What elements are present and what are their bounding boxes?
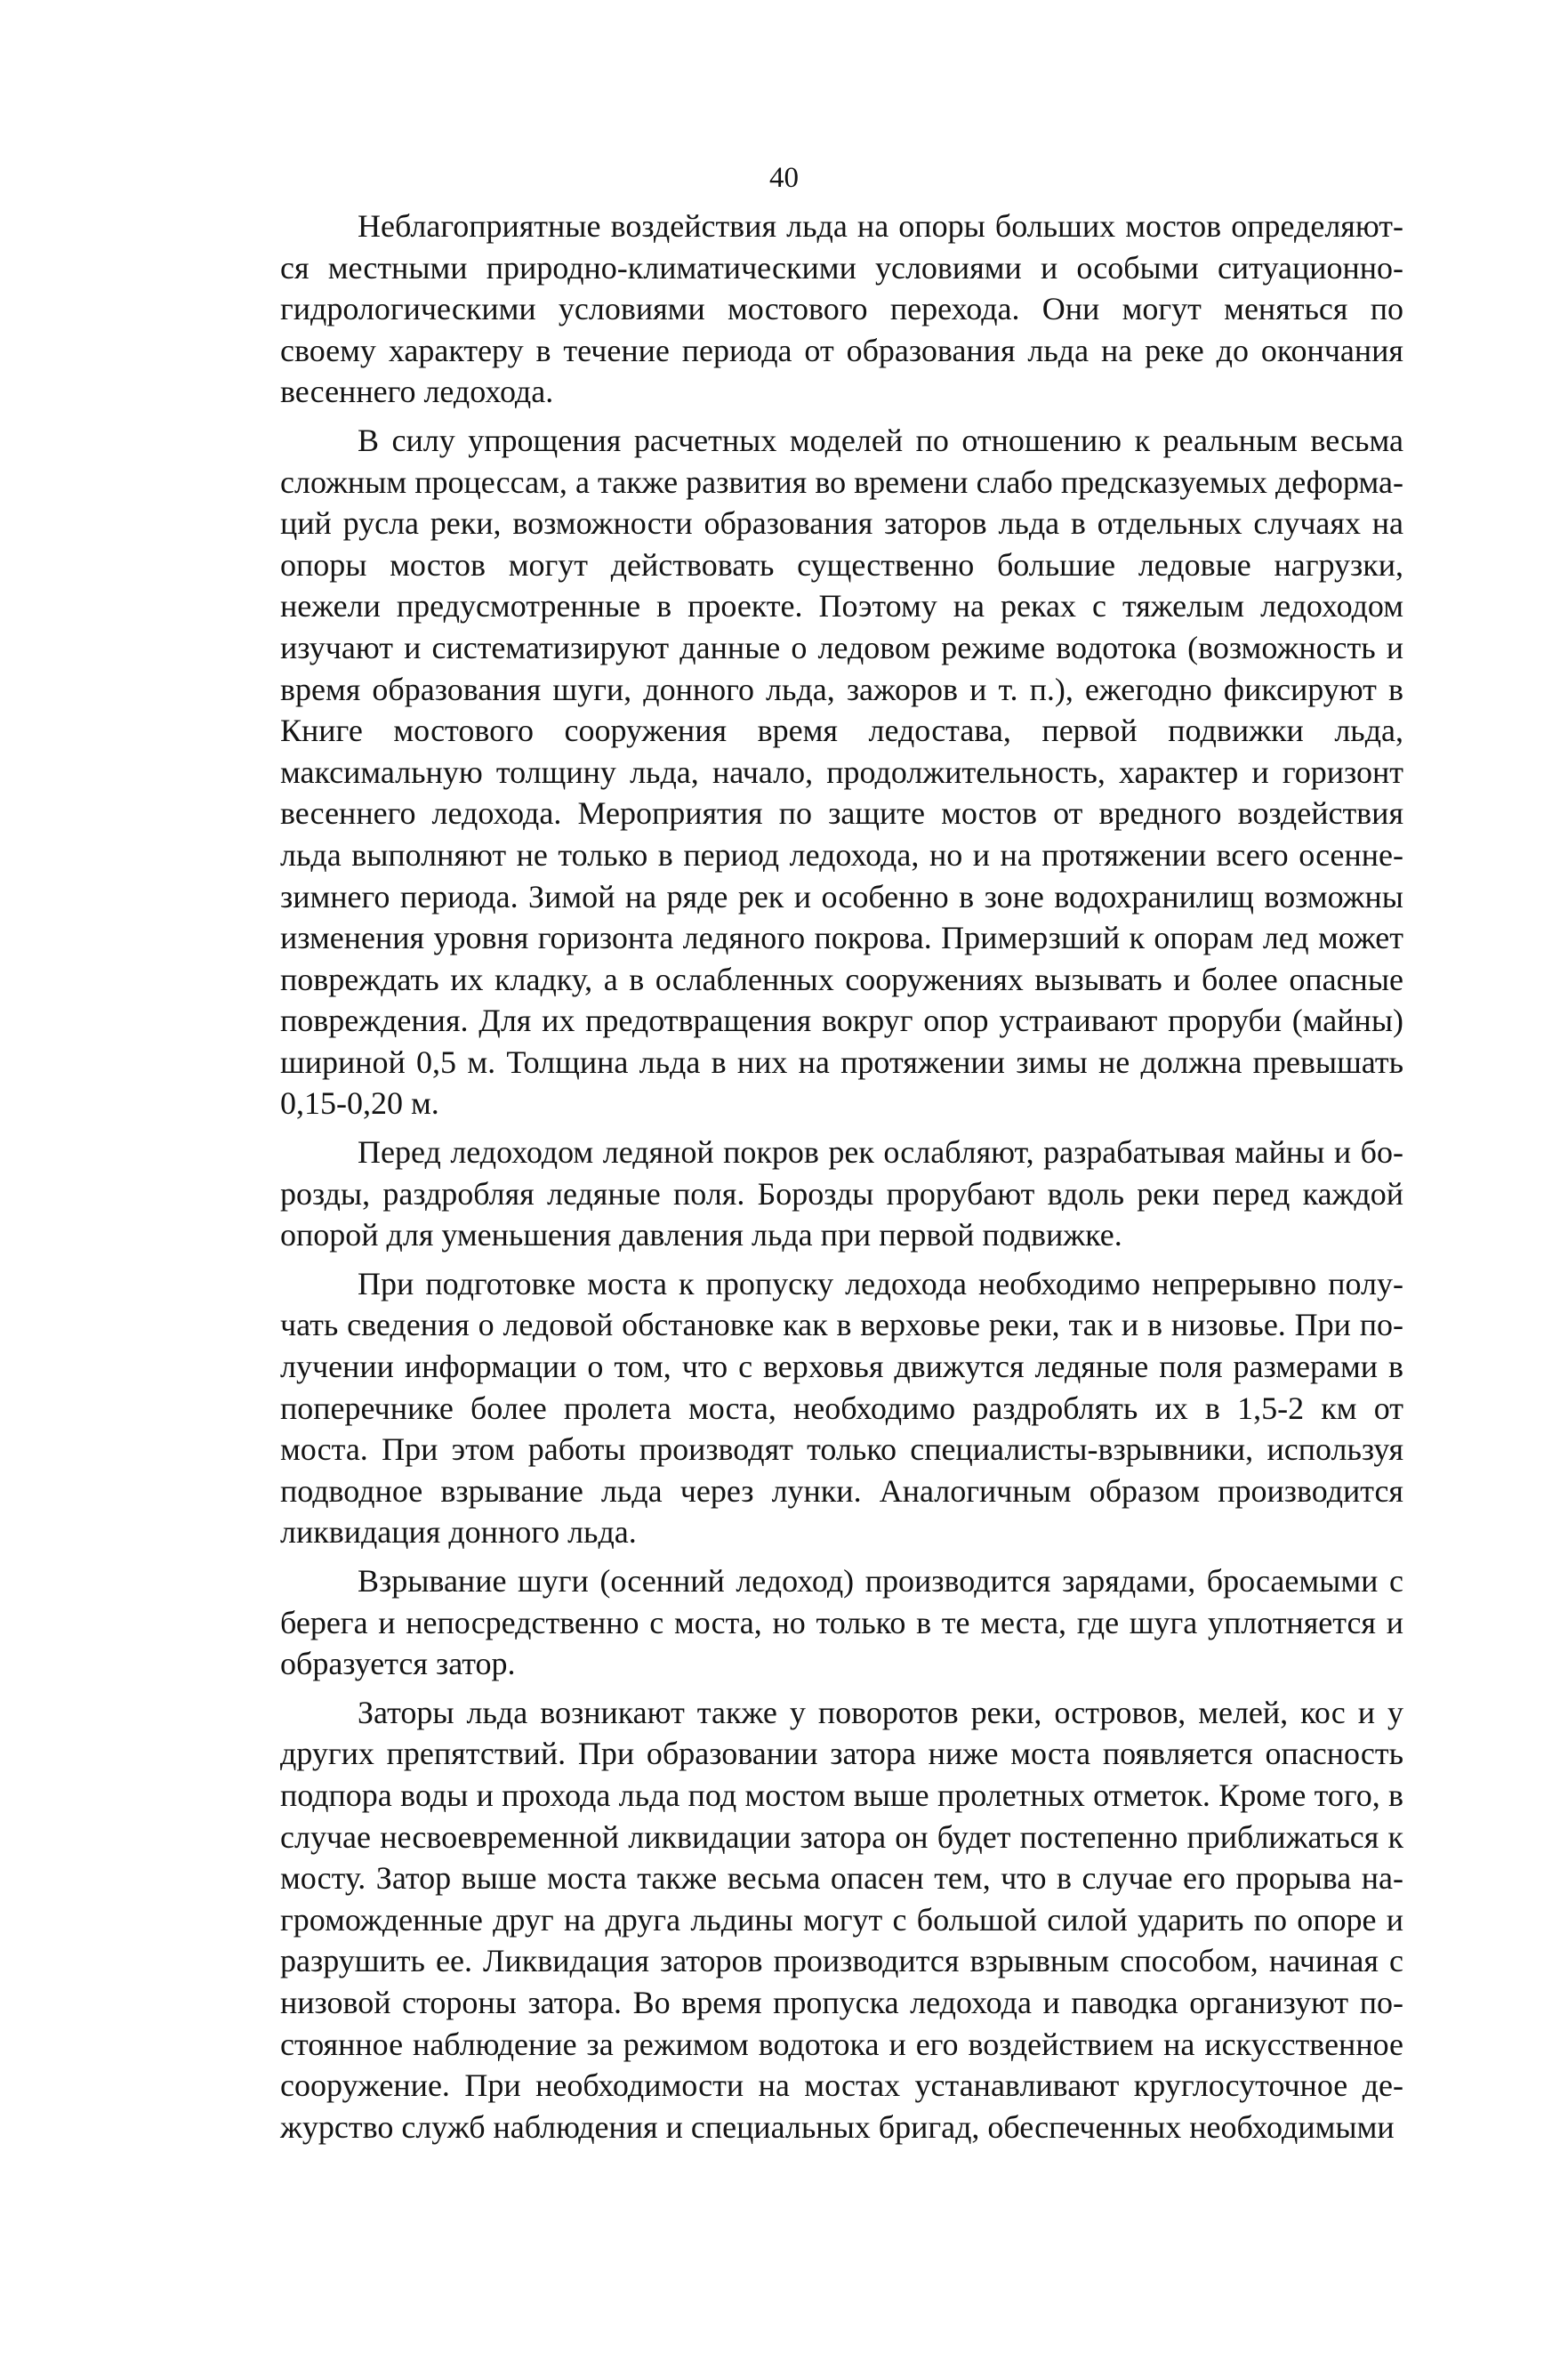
paragraph-6: Заторы льда возникают также у поворотов реки, островов, мелей, кос и у других препятствий. При образовании затора ниже моста появляется опасность подпора воды и прохода льда под мостом выше пролетных отметок. Кроме того, в случае несвоевременной ликвидации затора он будет постепенно приближаться к мосту. Затор выше моста также весьма опасен тем, что в случае его прорыва нагроможденные друг на друга льдины могут с большой силой ударить по опоре и разрушить ее. Ликвидация заторов производится взрывным способом, начиная с низовой стороны затора. Во время пропуска ледохода и паводка организуют постоянное наблюдение за режимом водотока и его воздействием на искусственное сооружение. При необходимости на мостах устанавливают круглосуточное дежурство служб наблюдения и специальных бригад, обеспеченных необходимыми — [280, 1694, 1403, 2145]
paragraph-3: Перед ледоходом ледяной покров рек ослабляют, разрабатывая майны и борозды, раздробляя ледяные поля. Борозды прорубают вдоль реки перед каждой опорой для уменьшения давления льда при первой подвижке. — [280, 1134, 1403, 1253]
document-body — [280, 205, 1403, 2155]
paragraph-1: Неблагоприятные воздействия льда на опоры больших мостов определяются местными природно-климатическими условиями и особыми ситуационно-гидрологическими условиями мостового перехода. Они могут меняться по своему характеру в течение периода от образования льда на реке до окончания весеннего ледохода. — [280, 208, 1403, 410]
paragraph-5: Взрывание шуги (осенний ледоход) производится зарядами, бросаемыми с берега и непосредственно с моста, но только в те места, где шуга уплотняется и образуется затор. — [280, 1563, 1403, 1682]
paragraph-4: При подготовке моста к пропуску ледохода необходимо непрерывно получать сведения о ледовой обстановке как в верховье реки, так и в низовье. При получении информации о том, что с верховья движутся ледяные поля размерами в поперечнике более пролета моста, необходимо раздроблять их в 1,5-2 км от моста. При этом работы производят только специалисты-взрывники, используя подводное взрывание льда через лунки. Аналогичным образом производится ликвидация донного льда. — [280, 1265, 1403, 1551]
paragraph-2: В силу упрощения расчетных моделей по отношению к реальным весьма сложным процессам, а также развития во времени слабо предсказуемых деформаций русла реки, возможности образования заторов льда в отдельных случаях на опоры мостов могут действовать существенно большие ледовые нагрузки, нежели предусмотренные в проекте. Поэтому на реках с тяжелым ледоходом изучают и систематизируют данные о ледовом режиме водотока (возможность и время образования шуги, донного льда, зажоров и т. п.), ежегодно фиксируют в Книге мостового сооружения время ледостава, первой подвижки льда, максимальную толщину льда, начало, продолжительность, характер и горизонт весеннего ледохода. Мероприятия по защите мостов от вредного воздействия льда выполняют не только в период ледохода, но и на протяжении всего осенне-зимнего периода. Зимой на ряде рек и особенно в зоне водохранилищ возможны изменения уровня горизонта ледяного покрова. Примерзший к опорам лед может повреждать их кладку, а в ослабленных сооружениях вызывать и более опасные повреждения. Для их предотвращения вокруг опор устраивают проруби (майны) шириной 0,5 м. Толщина льда в них на протяжении зимы не должна превышать 0,15-0,20 м. — [280, 422, 1403, 1122]
page-number: 40 — [769, 162, 799, 194]
